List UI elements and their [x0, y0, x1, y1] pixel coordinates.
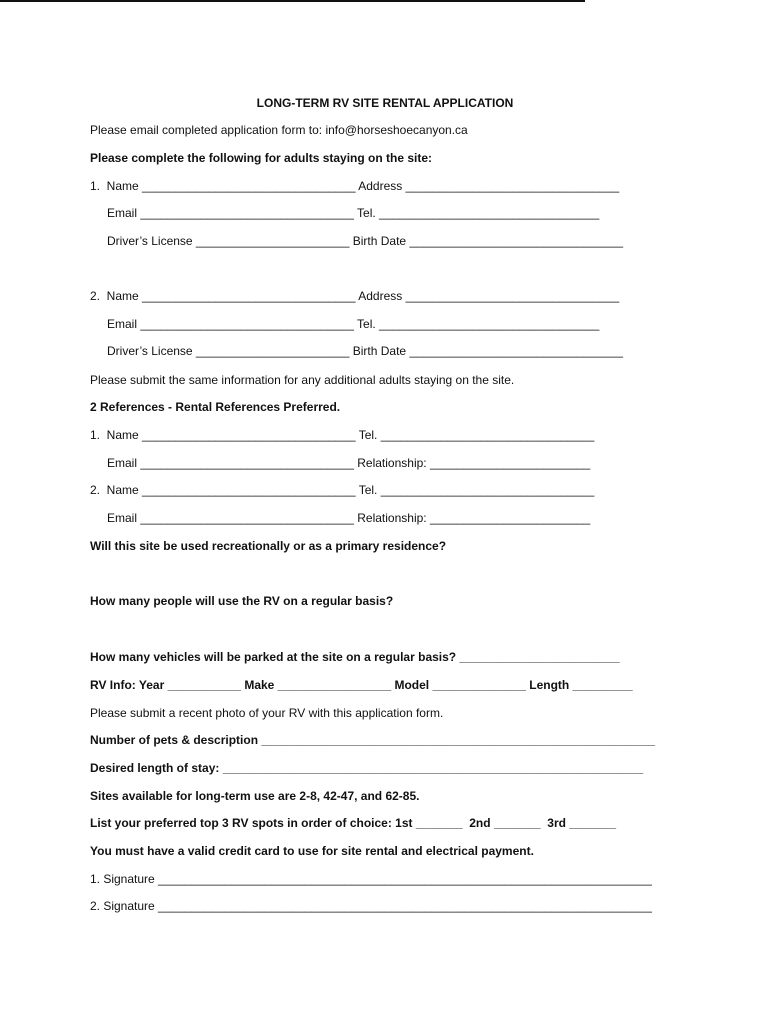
credit-card-note: You must have a valid credit card to use for site rental and electrical payment.: [90, 844, 534, 858]
ref2-name-tel[interactable]: 2. Name ________________________________ Tel. ________________________________: [90, 483, 595, 497]
ref1-email-relationship[interactable]: Email ________________________________ Relationship: ________________________: [107, 456, 591, 470]
signature-1-line[interactable]: 1. Signature __________________________________________________________________________: [90, 872, 652, 886]
rv-info-line[interactable]: RV Info: Year ___________ Make _________________ Model ______________ Length _________: [90, 678, 633, 692]
ref2-email-relationship[interactable]: Email ________________________________ Relationship: ________________________: [107, 511, 591, 525]
ref1-name-tel[interactable]: 1. Name ________________________________ Tel. ________________________________: [90, 428, 595, 442]
use-question: Will this site be used recreationally or as a primary residence?: [90, 539, 447, 553]
form-title: LONG-TERM RV SITE RENTAL APPLICATION: [256, 96, 514, 110]
stay-length-line[interactable]: Desired length of stay: _______________________________________________________________: [90, 761, 644, 775]
vehicles-question[interactable]: How many vehicles will be parked at the site on a regular basis? ________________________: [90, 650, 620, 664]
adult2-name-address[interactable]: 2. Name ________________________________ Address ________________________________: [90, 289, 620, 303]
additional-adults-note: Please submit the same information for any additional adults staying on the site.: [90, 373, 515, 387]
signature-2-line[interactable]: 2. Signature __________________________________________________________________________: [90, 899, 652, 913]
adults-heading: Please complete the following for adults staying on the site:: [90, 151, 433, 165]
people-answer-line[interactable]: [0, 1, 585, 2]
people-question: How many people will use the RV on a regular basis?: [90, 594, 394, 608]
photo-note: Please submit a recent photo of your RV with this application form.: [90, 706, 444, 720]
email-instructions: Please email completed application form to: info@horseshoecanyon.ca: [90, 123, 468, 137]
adult2-email-tel[interactable]: Email ________________________________ Tel. _________________________________: [107, 317, 600, 331]
adult1-name-address[interactable]: 1. Name ________________________________ Address ________________________________: [90, 179, 620, 193]
references-heading: 2 References - Rental References Preferred.: [90, 400, 341, 414]
adult1-email-tel[interactable]: Email ________________________________ Tel. _________________________________: [107, 206, 600, 220]
adult2-license-birthdate[interactable]: Driver’s License _______________________ Birth Date ________________________________: [107, 344, 624, 358]
adult1-license-birthdate[interactable]: Driver’s License _______________________ Birth Date ________________________________: [107, 234, 624, 248]
preferred-spots-line[interactable]: List your preferred top 3 RV spots in order of choice: 1st _______ 2nd _______ 3rd _______: [90, 816, 617, 830]
sites-available-note: Sites available for long-term use are 2-8, 42-47, and 62-85.: [90, 789, 420, 803]
pets-line[interactable]: Number of pets & description ___________________________________________________________: [90, 733, 656, 747]
